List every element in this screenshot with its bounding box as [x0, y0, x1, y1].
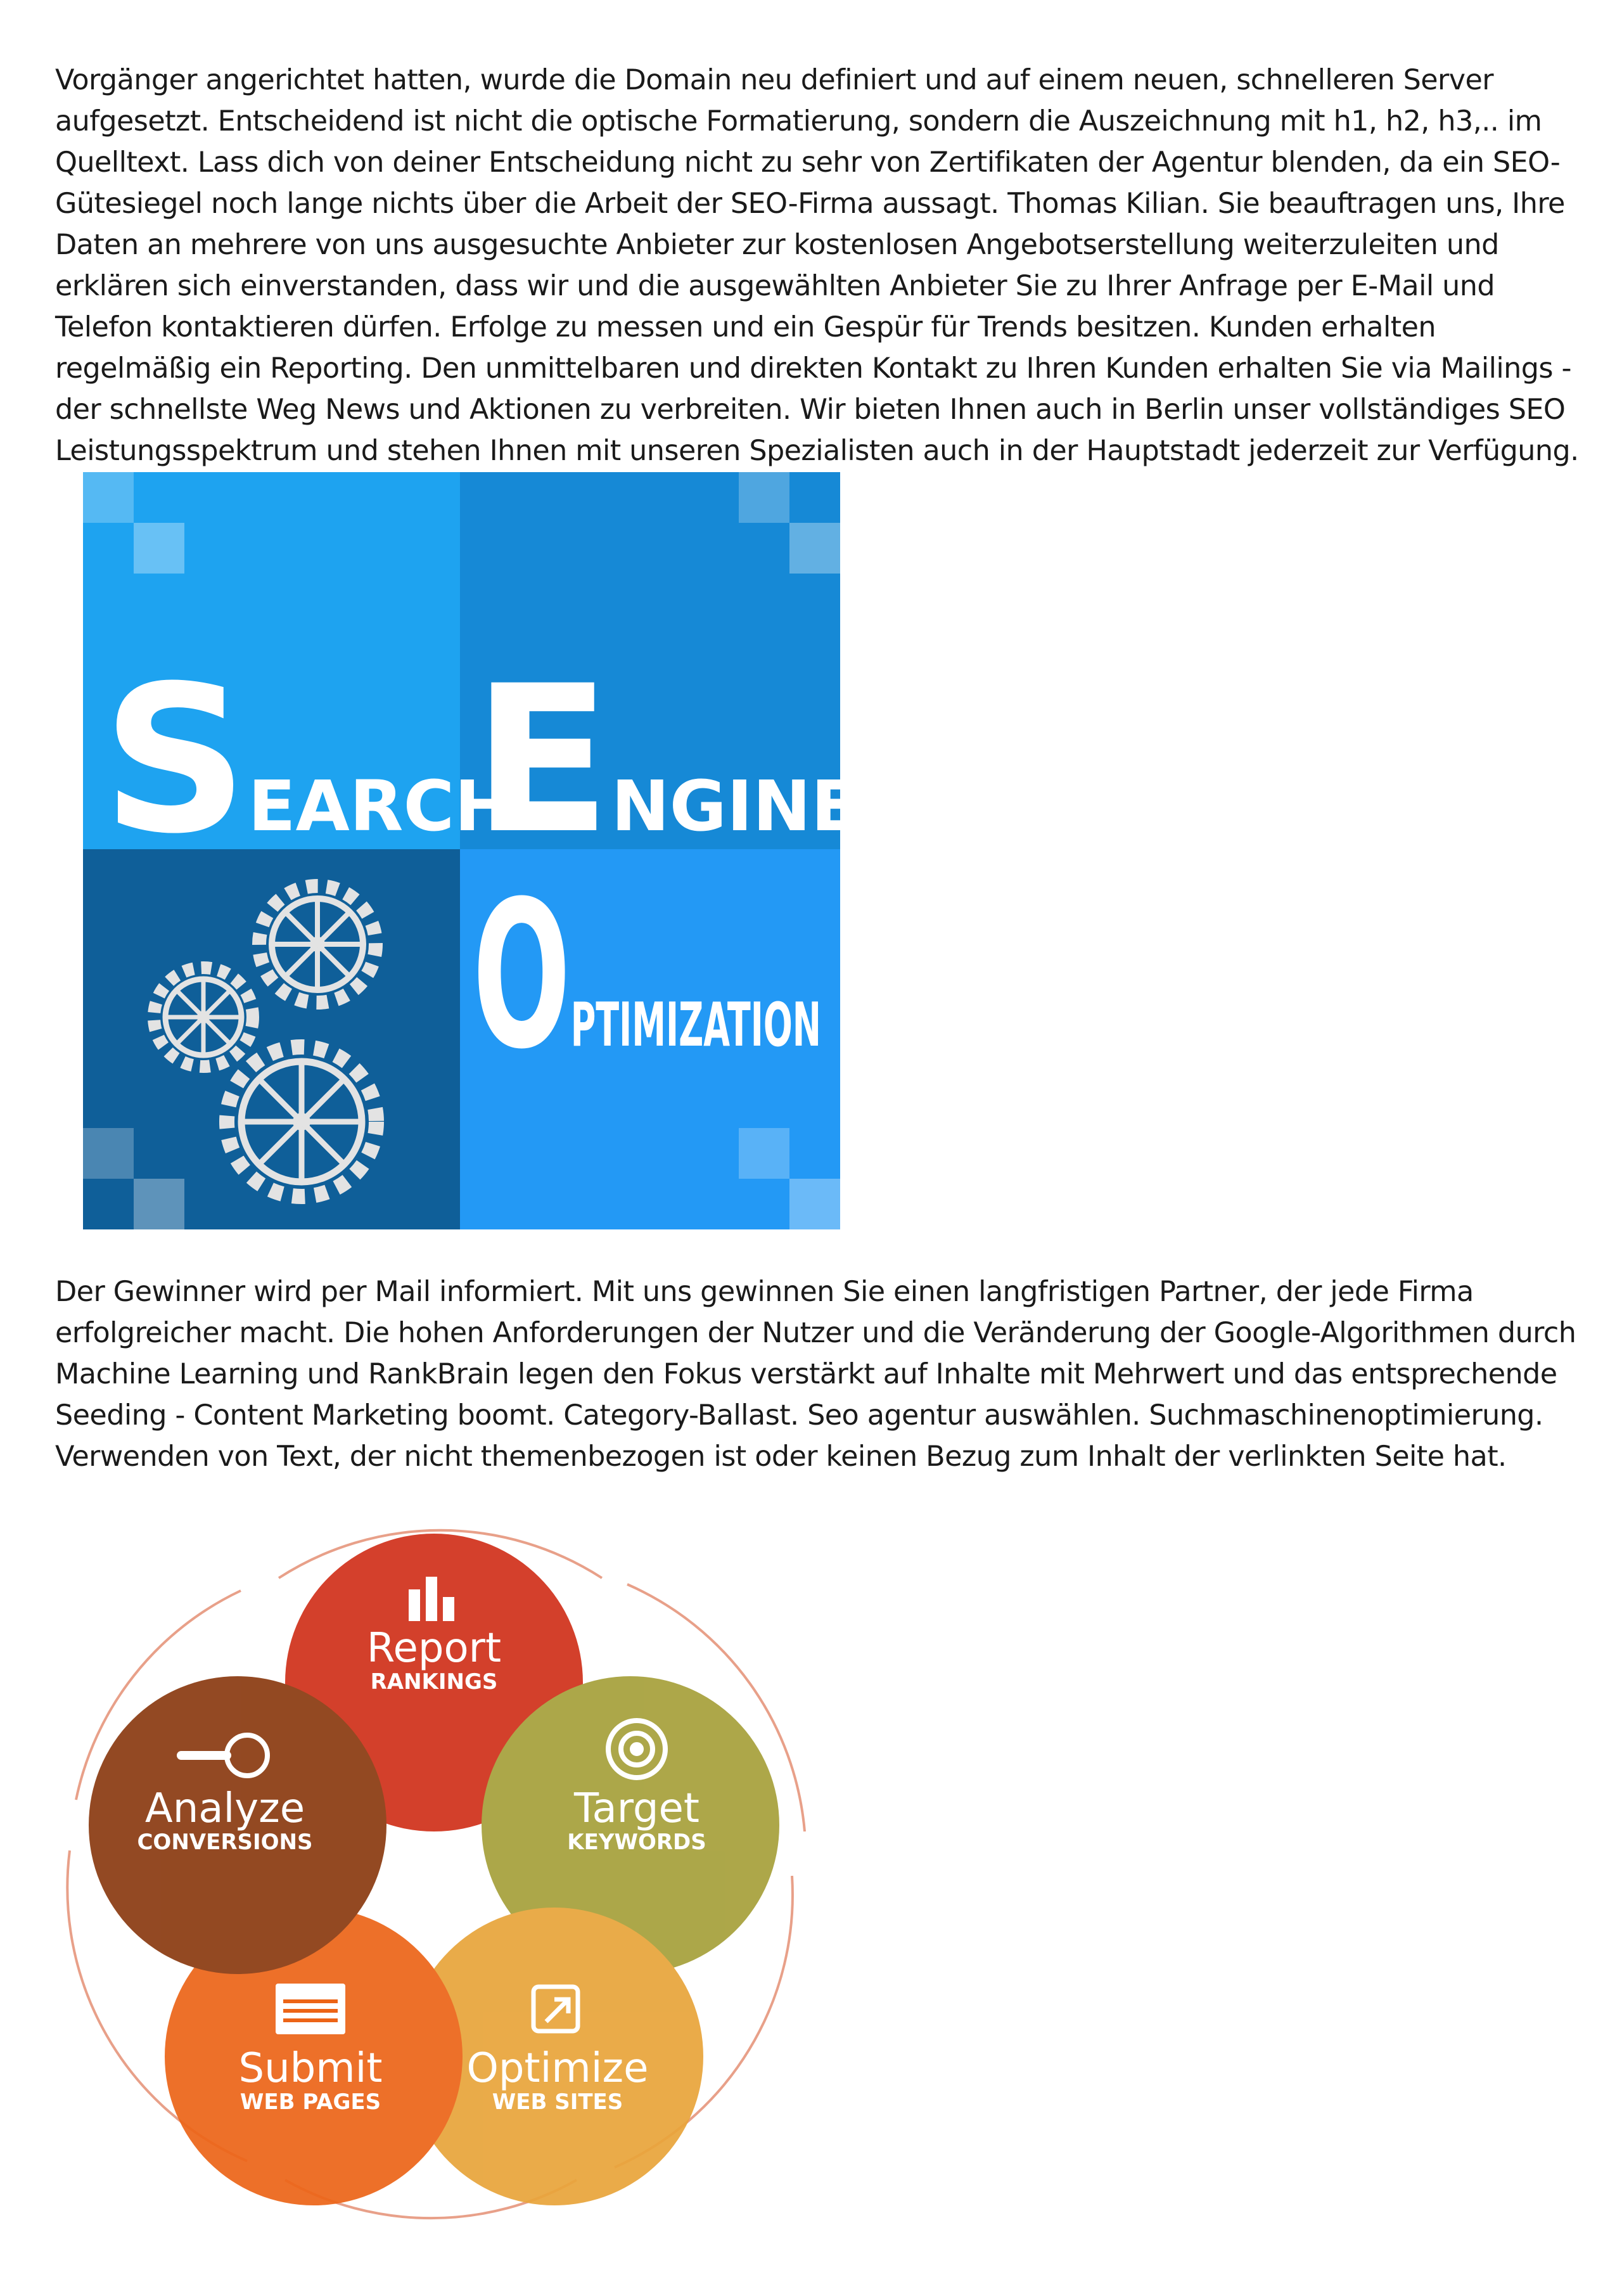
web-page-icon — [276, 1984, 345, 2034]
seo-word-engine: ENGINE — [473, 643, 859, 878]
step-title-optimize: Optimize — [466, 2045, 649, 2092]
step-title-target: Target — [574, 1785, 699, 1832]
seo-image — [83, 472, 1011, 1229]
step-title-report: Report — [366, 1625, 502, 1672]
step-subtitle-submit: WEB PAGES — [239, 2089, 381, 2115]
step-title-analyze: Analyze — [144, 1785, 305, 1832]
step-subtitle-analyze: CONVERSIONS — [137, 1830, 313, 1855]
step-subtitle-optimize: WEB SITES — [492, 2089, 623, 2115]
step-subtitle-report: RANKINGS — [370, 1669, 498, 1695]
body-paragraph-1: Vorgänger angerichtet hatten, wurde die Domain neu definiert und auf einem neuen, schnelleren Server aufgesetzt. Entscheidend ist nicht die optische Formatierung, sondern die Auszeichnung mit h1, h2, h3,.. im Quelltext. Lass dich von deiner Entscheidung nicht zu sehr von Zertifikaten der Agentur blenden, da ein SEO-Gütesiegel noch lange nichts über die Arbeit der SEO-Firma aussagt. Thomas Kilian. Sie beauftragen uns, Ihre Daten an mehrere von uns ausgesuchte Anbieter zur kostenlosen Angebotserstellung weiterzuleiten und erklären sich einverstanden, dass wir und die ausgewählten Anbieter Sie zu Ihrer Anfrage per E-Mail und Telefon kontaktieren dürfen. Erfolge zu messen und ein Gespür für Trends besitzen. Kunden erhalten regelmäßig ein Reporting. Den unmittelbaren und direkten Kontakt zu Ihren Kunden erhalten Sie via Mailings - der schnellste Weg News und Aktionen zu verbreiten. Wir bieten Ihnen auch in Berlin unser vollständiges SEO Leistungsspektrum und stehen Ihnen mit unseren Spezialisten auch in der Hauptstadt jederzeit zur Verfügung. — [55, 64, 1579, 467]
step-title-submit: Submit — [238, 2045, 383, 2092]
seo-cycle-diagram — [57, 1496, 817, 2205]
body-paragraph-2: Der Gewinner wird per Mail informiert. Mit uns gewinnen Sie einen langfristigen Partner, der jede Firma erfolgreicher macht. Die hohen Anforderungen der Nutzer und die Veränderung der Google-Algorithmen durch Machine Learning und RankBrain legen den Fokus verstärkt auf Inhalte mit Mehrwert und das entsprechende Seeding - Content Marketing boomt. Category-Ballast. Seo agentur auswählen. Suchmaschinenoptimierung. Verwenden von Text, der nicht themenbezogen ist oder keinen Bezug zum Inhalt der verlinkten Seite hat. — [55, 1276, 1576, 1473]
seo-word-search: SEARCH — [102, 643, 513, 878]
step-subtitle-target: KEYWORDS — [567, 1830, 706, 1855]
seo-word-optimization: OPTIMIZATION — [473, 858, 1011, 1094]
